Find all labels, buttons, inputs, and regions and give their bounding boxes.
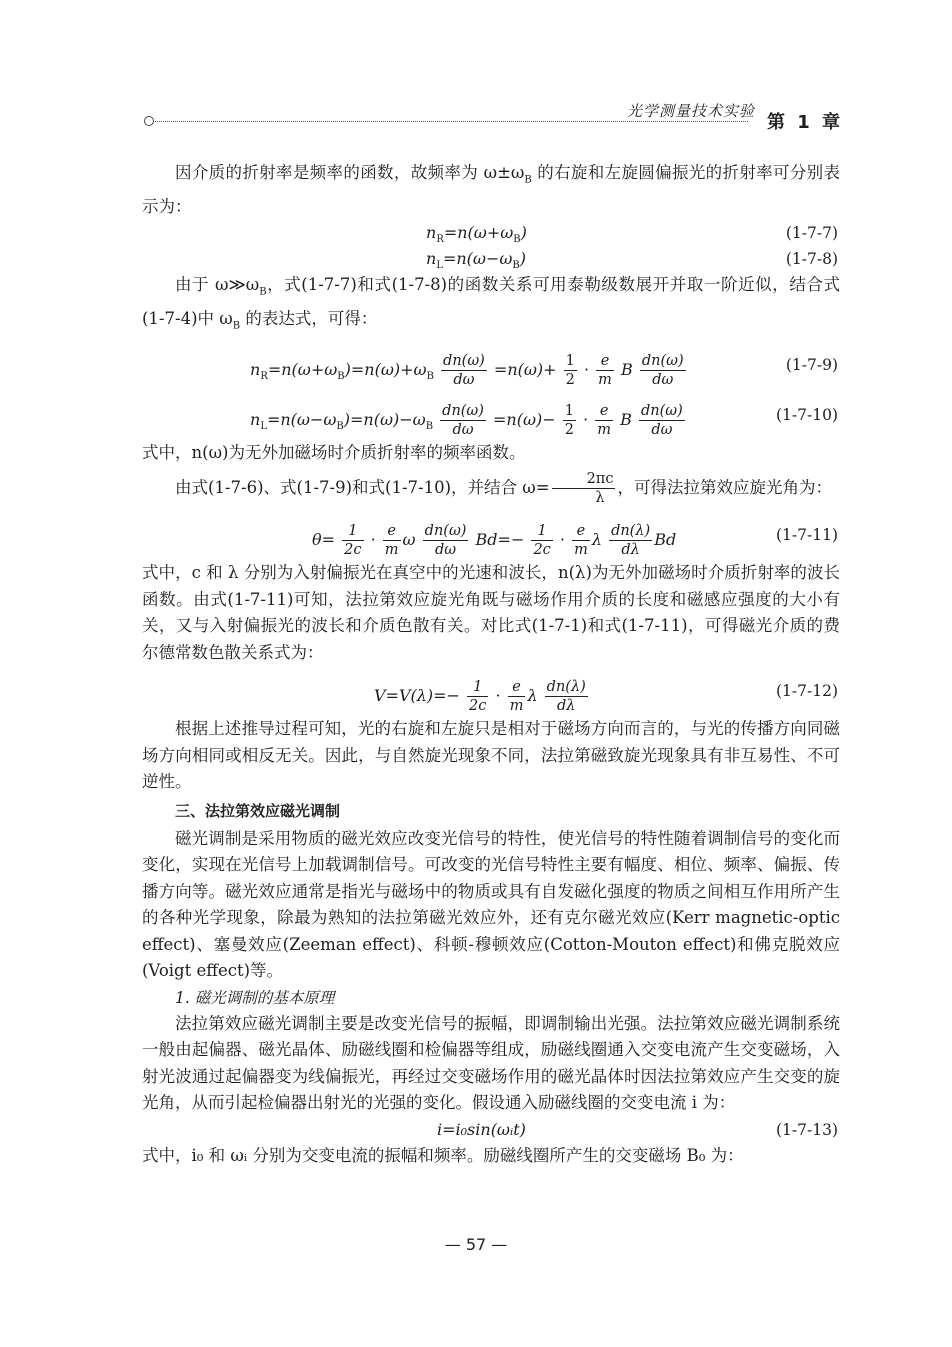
equation-number: (1-7-11) [775,526,838,545]
equation-1-7-9 [142,340,840,390]
paragraph-7: 磁光调制是采用物质的磁光效应改变光信号的特性，使光信号的特性随着调制信号的变化而变化，实现在光信号上加载调制信号。可改变的光信号特性主要有幅度、相位、频率、偏振、传播方向等。磁光效应通常是指光与磁场中的物质或具有自发磁化强度的物质之间相互作用所产生的各种光学现象，除最为熟知的法拉第磁光效应外，还有克尔磁光效应(Kerr magnetic-optic effect)、塞曼效应(Zeeman effect)、科顿-穆顿效应(Cotton-Mouton effect)和佛克脱效应(Voigt effect)等。 [142,828,840,981]
paragraph-9: 式中，i₀ 和 ωᵢ 分别为交变电流的振幅和频率。励磁线圈所产生的交变磁场 B₀ 为： [142,1145,744,1165]
fraction-e-over-m [383,522,401,559]
fraction-numerator: 2πc [552,470,616,489]
fraction-denominator: m [598,371,612,388]
fraction-dn-domega [440,402,486,439]
fraction-denominator: m [384,542,399,559]
fraction-numerator: dn(ω) [443,352,485,369]
fraction-e-over-m [596,352,614,389]
fraction-denominator: dλ [556,698,576,715]
fraction-e-over-m [595,402,613,439]
fraction-denominator: dω [435,542,457,559]
fraction-numerator: e [595,402,613,421]
fraction-half [564,352,577,389]
multiply-dot: · [583,359,590,379]
equation-number: (1-7-13) [775,1120,838,1139]
paragraph-8: 法拉第效应磁光调制主要是改变光信号的振幅，即调制输出光强。法拉第效应磁光调制系统一般由起偏器、磁光晶体、励磁线圈和检偏器等组成，励磁线圈通入交变电流产生交变磁场，入射光波通过起偏器变为线偏振光，再经过交变磁场作用的磁光晶体时因法拉第效应产生交变的旋光角，从而引起检偏器出射光的光强的变化。假设通入励磁线圈的交变电流 i 为： [142,1013,840,1113]
equation-1-7-7 [142,220,840,246]
fraction-denominator: dω [651,421,673,438]
equation-term: =n(ω)+ [493,359,557,379]
equation-body [250,402,687,440]
fraction-numerator: dn(ω) [640,402,683,419]
running-header-book-title: 光学测量技术实验 [627,102,756,120]
fraction-numerator: e [383,522,401,541]
equation-1-7-11 [142,510,840,560]
equation-term: B [620,409,632,429]
fraction-2pic-over-lambda [552,470,616,507]
equation-term: Bd=− [475,530,525,550]
fraction-dn-domega [423,522,469,559]
equation-1-7-10 [142,390,840,440]
fraction-numerator: dn(λ) [611,523,651,540]
equation-term: B [621,359,633,379]
fraction-e-over-m [508,678,526,715]
fraction-denominator: 2c [344,542,362,559]
equation-body [374,678,590,715]
equation-1-7-13 [142,1117,840,1143]
equation-number: (1-7-10) [775,405,838,424]
fraction-denominator: m [509,698,524,715]
fraction-dn-dlambda [545,678,588,715]
paragraph-1: 因介质的折射率是频率的函数，故频率为 $\omega\pm\omega_B$ 的右旋和左旋圆偏振光的折射率可分别表示为： [142,163,840,216]
multiply-dot: · [583,409,589,429]
fraction-denominator: dλ [621,542,640,559]
fraction-half [563,402,576,439]
fraction-dn-domega [441,352,487,389]
equation-term: =n(ω)− [493,409,556,429]
fraction-one-over-2c [531,522,552,559]
multiply-dot: · [495,686,501,706]
paragraph-4 [142,466,840,510]
fraction-numerator: 1 [467,678,488,697]
equation-body: i=i₀sin(ωᵢt) [437,1119,526,1139]
paragraph-5: 式中，c 和 λ 分别为入射偏振光在真空中的光速和波长，n(λ)为无外加磁场时介质折射率的波长函数。由式(1-7-11)可知，法拉第效应旋光角既与磁场作用介质的长度和磁感应强度的大小有关，又与入射偏振光的波长和介质色散有关。对比式(1-7-1)和式(1-7-11)，可得磁光介质的费尔德常数色散关系式为： [142,563,840,662]
fraction-denominator: dω [453,371,475,388]
fraction-denominator: 2c [469,698,487,715]
paragraph-4-text-after: ，可得法拉第效应旋光角为： [617,478,832,498]
equation-number: (1-7-12) [775,682,838,701]
fraction-numerator: e [572,522,590,541]
fraction-one-over-2c [467,678,488,715]
equation-term: λ [591,530,602,550]
fraction-numerator: dn(ω) [442,402,484,419]
equation-number: (1-7-7) [785,224,838,243]
fraction-dn-domega [640,352,686,389]
equation-number: (1-7-8) [785,250,838,269]
fraction-denominator: 2 [564,421,574,438]
equation-1-7-12 [142,666,840,716]
fraction-denominator: λ [595,490,605,507]
equation-term: θ= [312,530,336,550]
fraction-one-over-2c [342,522,363,559]
fraction-dn-domega [639,402,685,439]
fraction-numerator: 1 [564,402,574,419]
equation-term: V=V(λ)=− [374,686,460,706]
equation-number: (1-7-9) [785,355,838,374]
page-body [142,160,840,1169]
equation-term: $n_R=n(\omega+\omega_B)=n(\omega)+\omega_B$ [250,359,434,383]
paragraph-4-text-before: 由式(1-7-6)、式(1-7-9)和式(1-7-10)，并结合 ω= [175,478,550,498]
equation-1-7-8 [142,246,840,272]
fraction-denominator: m [597,421,612,438]
fraction-denominator: 2 [565,371,575,388]
fraction-numerator: e [508,678,526,697]
multiply-dot: · [559,530,565,550]
fraction-numerator: 1 [531,522,552,541]
equation-term: Bd [654,530,677,550]
subsection-heading-1: 1. 磁光调制的基本原理 [175,988,335,1007]
equation-term: λ [527,686,538,706]
page-number: — 57 — [444,1235,508,1254]
fraction-numerator: e [596,352,614,371]
fraction-denominator: m [574,542,588,559]
equation-body: $n_R=n(\omega+\omega_B)$ [426,223,527,246]
paragraph-6: 根据上述推导过程可知，光的右旋和左旋只是相对于磁场方向而言的，与光的传播方向同磁场方向相同或相反无关。因此，与自然旋光现象不同，法拉第磁致旋光现象具有非互易性、不可逆性。 [142,719,840,792]
fraction-e-over-m [572,522,590,559]
fraction-denominator: dω [652,371,674,388]
section-heading-3: 三、法拉第效应磁光调制 [175,801,341,820]
paragraph-2: 由于 $\omega≫\omega_B$，式(1-7-7)和式(1-7-8)的函数关系可用泰勒级数展开并取一阶近似，结合式(1-7-4)中 $\omega_B$ 的表达式，可得： [142,275,840,332]
fraction-numerator: dn(ω) [424,523,467,540]
fraction-numerator: 1 [565,352,575,369]
header-dotted-rule [153,121,748,122]
fraction-denominator: 2c [533,542,551,559]
equation-term: $n_L=n(\omega-\omega_B)=n(\omega)-\omega_B$ [250,409,434,433]
fraction-numerator: 1 [342,522,363,541]
fraction-numerator: dn(ω) [641,352,684,369]
equation-body [312,522,676,559]
fraction-dn-dlambda [609,522,652,559]
running-header-chapter: 第 1 章 [767,112,841,133]
equation-body: $n_L=n(\omega-\omega_B)$ [426,249,527,272]
fraction-denominator: dω [452,421,474,438]
paragraph-3: 式中，n(ω)为无外加磁场时介质折射率的频率函数。 [142,442,526,462]
multiply-dot: · [370,530,376,550]
equation-body [250,352,688,390]
equation-term: ω [402,530,416,550]
fraction-numerator: dn(λ) [546,679,586,696]
